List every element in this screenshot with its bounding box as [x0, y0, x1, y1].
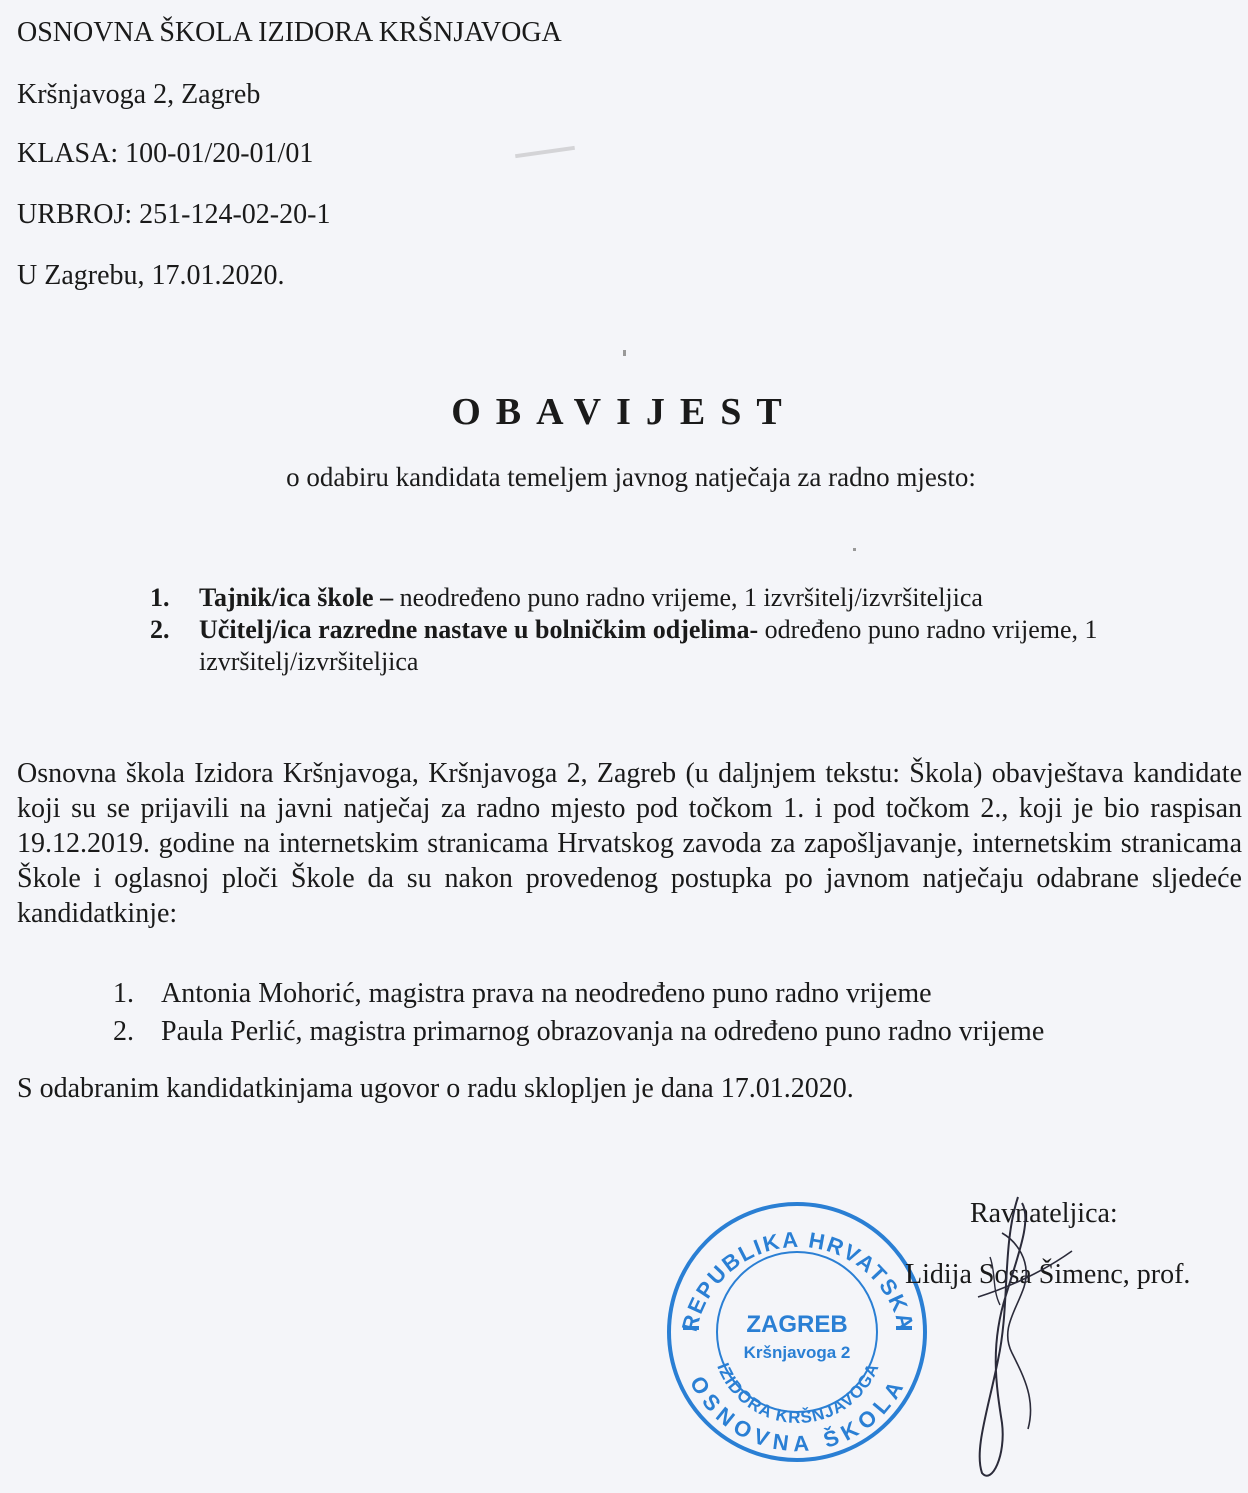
stamp-outer-top: REPUBLIKA HRVATSKA: [676, 1226, 920, 1334]
official-stamp: [665, 1200, 930, 1465]
position-name: Učitelj/ica razredne nastave u bolničkim odjelima-: [199, 615, 759, 644]
signatory-name: Lidija Sosa Šimenc, prof.: [905, 1259, 1191, 1290]
stamp-outer-bottom: OSNOVNA ŠKOLA: [684, 1371, 912, 1457]
signatory-role: Ravnateljica:: [970, 1198, 1118, 1229]
candidate-item: [113, 1013, 1044, 1051]
candidate-number: 2.: [113, 1016, 134, 1047]
scan-speck: [623, 350, 626, 356]
candidates-list: [113, 975, 1044, 1051]
scan-speck: [853, 548, 856, 551]
date-place: U Zagrebu, 17.01.2020.: [17, 260, 285, 291]
candidate-text: Antonia Mohorić, magistra prava na neodređeno puno radno vrijeme: [161, 978, 932, 1009]
position-detail: neodređeno puno radno vrijeme, 1 izvršitelj/izvršiteljica: [399, 583, 983, 612]
stamp-inner-bottom: IZIDORA KRŠNJAVOGA: [713, 1359, 883, 1428]
candidate-number: 1.: [113, 978, 134, 1009]
school-address: Kršnjavoga 2, Zagreb: [17, 79, 261, 110]
position-number: 1.: [150, 583, 170, 612]
position-item: [150, 614, 1240, 678]
document-subtitle: o odabiru kandidata temeljem javnog natječaja za radno mjesto:: [286, 462, 976, 492]
klasa-number: KLASA: 100-01/20-01/01: [17, 138, 314, 169]
handwritten-signature: [940, 1185, 1090, 1485]
body-paragraph: Osnovna škola Izidora Kršnjavoga, Kršnjavoga 2, Zagreb (u daljnjem tekstu: Škola) obavještava kandidate koji su se prijavili na javni natječaj za radno mjesto pod točkom 1. i pod točkom 2., koji je bio raspisan 19.12.2019. godine na internetskim stranicama Hrvatskog zavoda za zapošljavanje, internetskim stranicama Škole i oglasnoj ploči Škole da su nakon provedenog postupka po javnom natječaju odabrane sljedeće kandidatkinje:: [17, 758, 1242, 929]
stamp-street: Kršnjavoga 2: [743, 1343, 851, 1362]
urbroj-number: URBROJ: 251-124-02-20-1: [17, 199, 331, 230]
document-title: OBAVIJEST: [451, 391, 797, 433]
positions-list: [150, 582, 1240, 678]
position-item: [150, 582, 1240, 614]
position-number: 2.: [150, 615, 170, 644]
position-detail: određeno puno radno vrijeme, 1 izvršitelj/izvršiteljica: [199, 615, 1098, 676]
stamp-city: ZAGREB: [746, 1311, 848, 1338]
closing-statement: S odabranim kandidatkinjama ugovor o radu sklopljen je dana 17.01.2020.: [17, 1073, 854, 1104]
school-name: OSNOVNA ŠKOLA IZIDORA KRŠNJAVOGA: [17, 17, 562, 48]
candidate-text: Paula Perlić, magistra primarnog obrazovanja na određeno puno radno vrijeme: [161, 1016, 1045, 1047]
candidate-item: [113, 975, 1044, 1013]
position-name: Tajnik/ica škole –: [199, 583, 400, 612]
scan-speck: [515, 146, 575, 158]
